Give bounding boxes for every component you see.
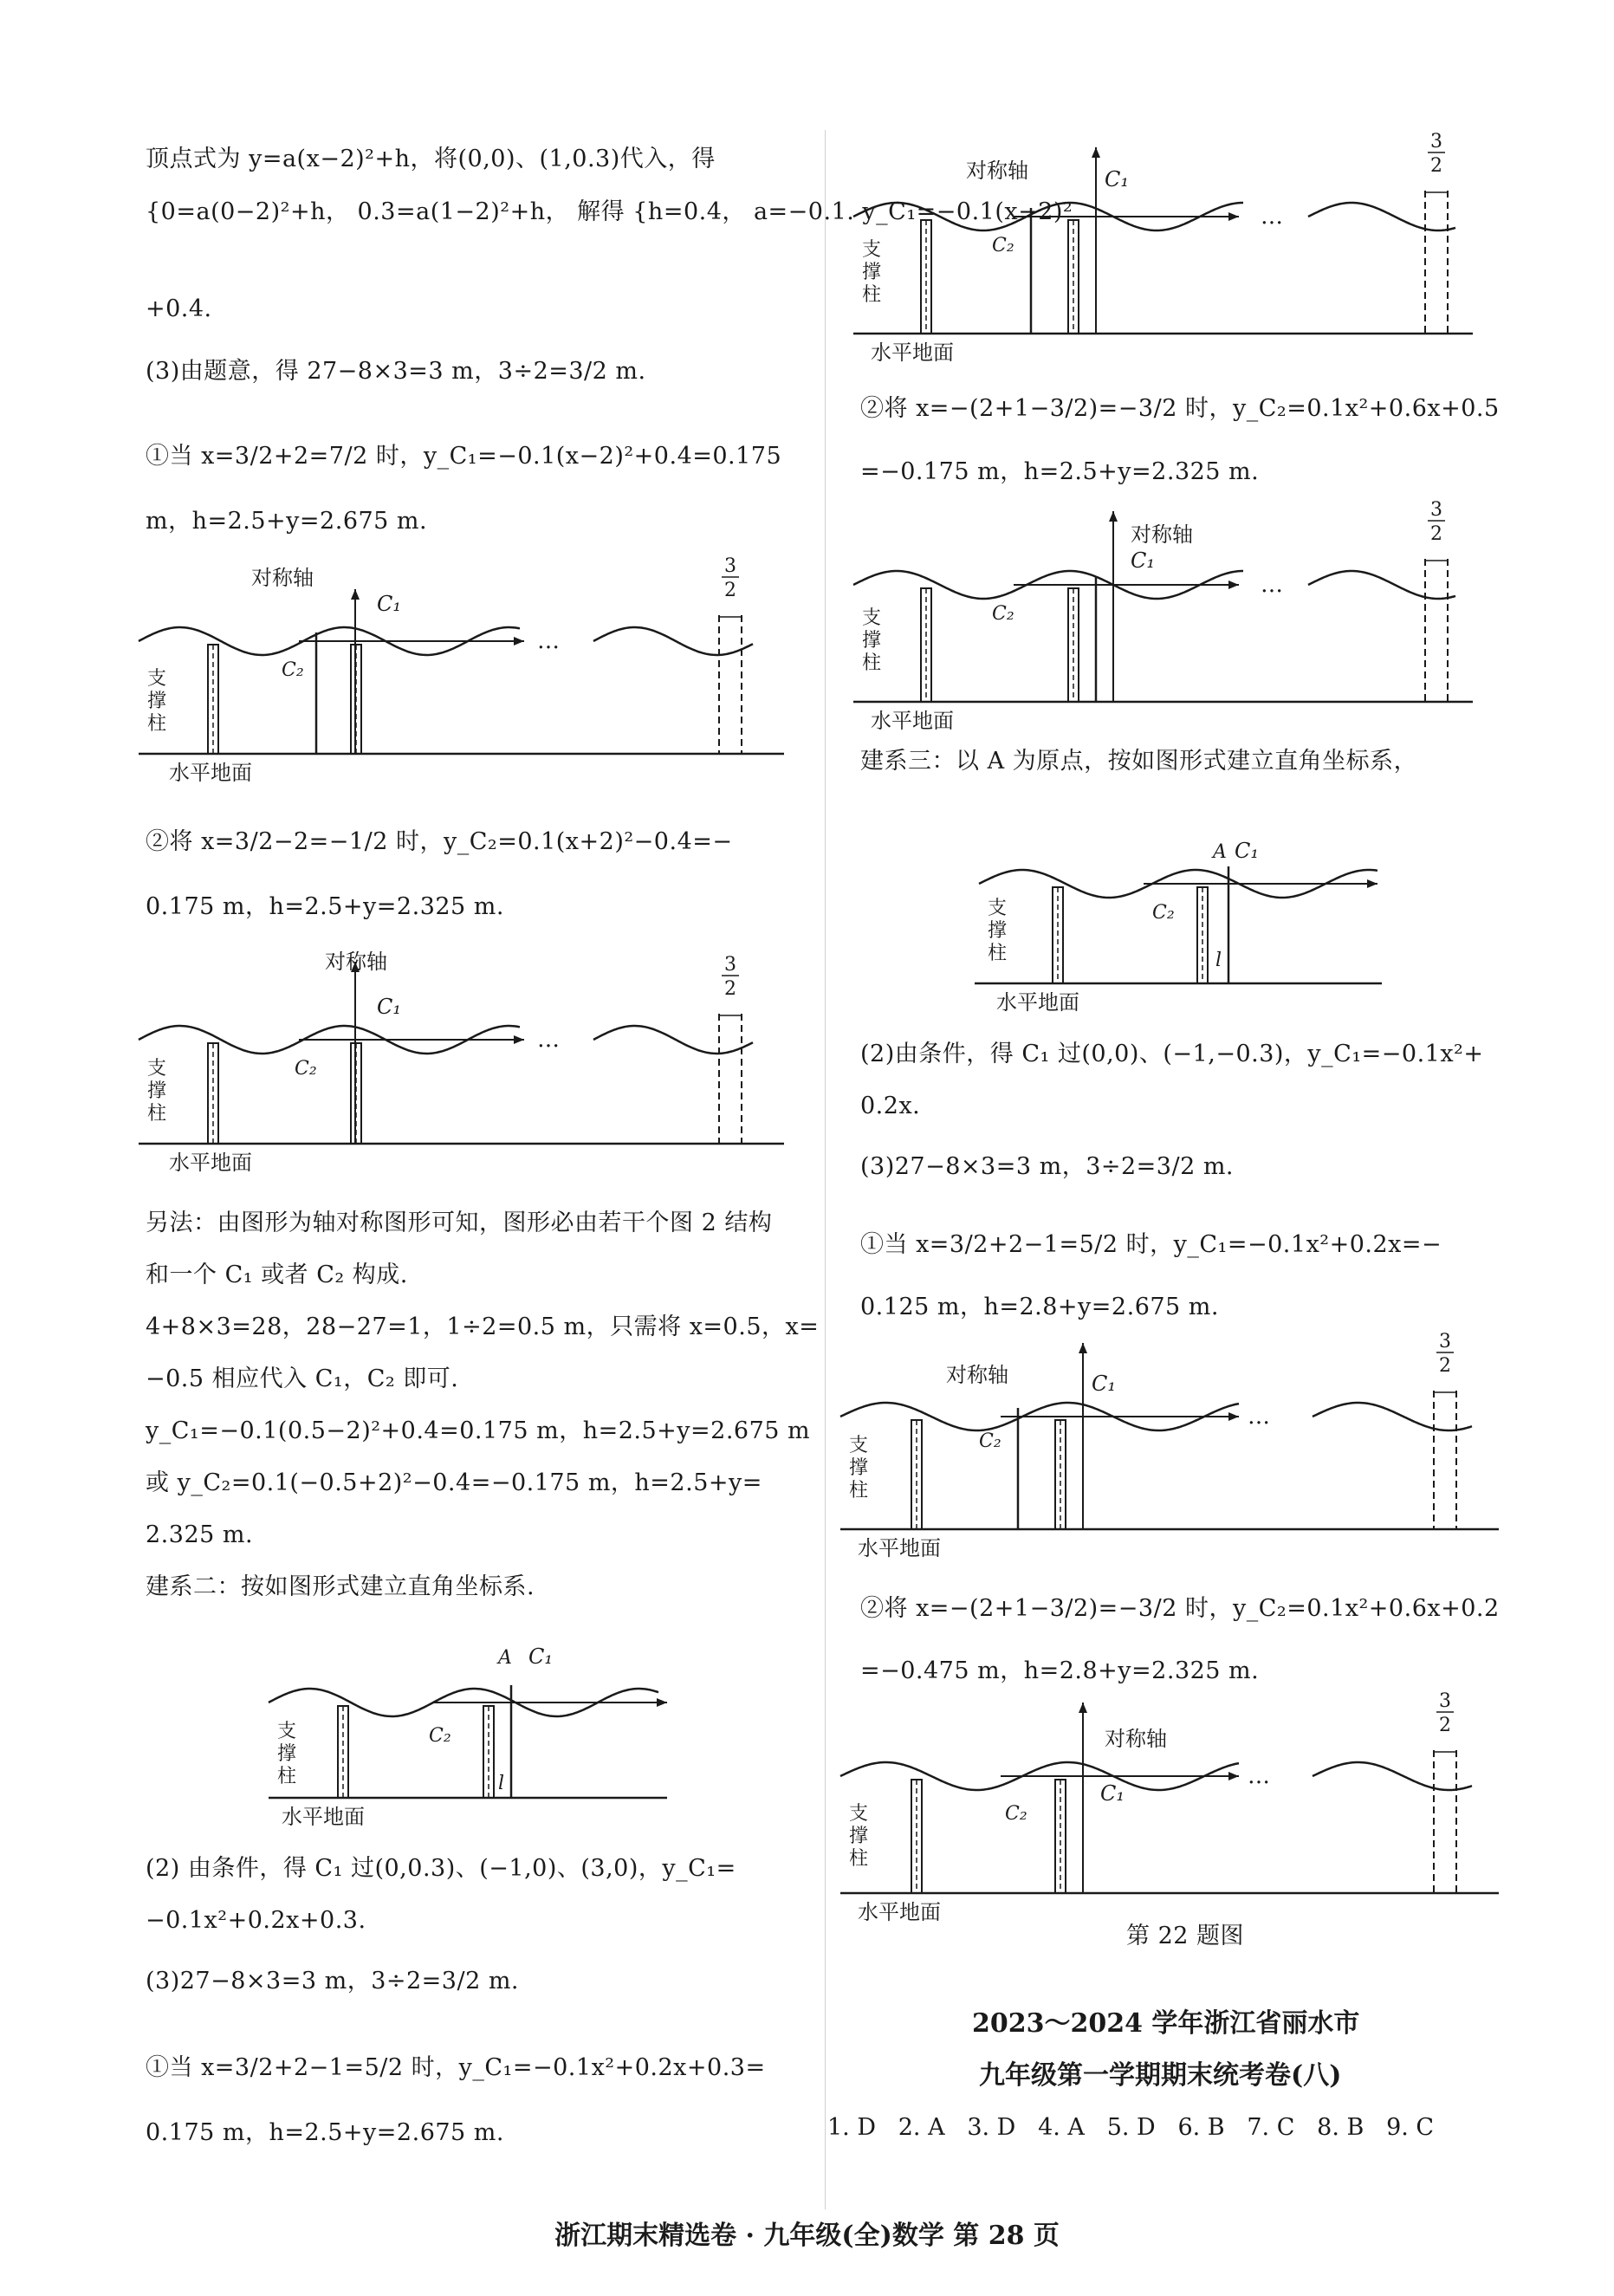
fraction-numerator: 3 (1439, 1690, 1451, 1712)
text-line: =−0.175 m，h=2.5+y=2.325 m. (860, 458, 1260, 485)
pillar-label-char: 柱 (862, 652, 882, 674)
fraction-denominator: 2 (724, 978, 736, 1000)
text-line: (2)由条件，得 C₁ 过(0,0)、(−1,−0.3)，y_C₁=−0.1x²+ (860, 1041, 1484, 1067)
text-line: ②将 x=−(2+1−3/2)=−3/2 时，y_C₂=0.1x²+0.6x+0.5 (860, 395, 1500, 422)
l-label: l (498, 1773, 505, 1794)
text-line: ①当 x=3/2+2=7/2 时，y_C₁=−0.1(x−2)²+0.4=0.175 (146, 443, 782, 470)
text-line: 2.325 m. (146, 1521, 254, 1548)
answer-item: 2. A (898, 2114, 945, 2141)
a-label: A (1213, 841, 1227, 863)
ground-label: 水平地面 (871, 341, 954, 365)
c1-label: C₁ (377, 592, 401, 616)
figure-left-2 (130, 944, 797, 1175)
ellipsis: … (1261, 204, 1283, 230)
symmetry-axis-label: 对称轴 (251, 566, 314, 590)
c1-label: C₁ (1105, 167, 1129, 191)
l-label: l (1215, 950, 1222, 971)
pillar-label-char: 支 (277, 1721, 297, 1742)
fraction-numerator: 3 (1439, 1331, 1451, 1352)
x-axis-arrow (1367, 879, 1377, 888)
y-axis-arrow (351, 589, 360, 600)
text-line: 0.175 m，h=2.5+y=2.675 m. (146, 2119, 504, 2146)
pillar-label-char: 撑 (147, 691, 167, 712)
text-line: m，h=2.5+y=2.675 m. (146, 508, 428, 535)
pillar-label-char: 撑 (849, 1457, 869, 1479)
pillar-label-char: 柱 (147, 1103, 167, 1125)
cable-wave-right (1313, 1762, 1472, 1790)
text-line: y_C₁=−0.1(0.5−2)²+0.4=0.175 m，h=2.5+y=2.675 m (146, 1417, 811, 1444)
ground-label: 水平地面 (169, 761, 252, 785)
x-axis-arrow (514, 1035, 524, 1044)
figure-right-2 (845, 498, 1486, 732)
c1-label: C₁ (1131, 548, 1155, 573)
page-footer: 浙江期末精选卷 · 九年级(全)数学 第 28 页 (554, 2221, 1060, 2251)
pillar-label-char: 柱 (988, 943, 1008, 964)
fraction-numerator: 3 (1430, 131, 1442, 152)
c1-label: C₁ (1100, 1781, 1125, 1806)
text-line: 0.175 m，h=2.5+y=2.325 m. (146, 893, 504, 920)
fraction-denominator: 2 (1430, 523, 1442, 545)
c1-label: C₁ (1235, 839, 1259, 863)
cable-wave-right (593, 1026, 753, 1054)
text-line: 顶点式为 y=a(x−2)²+h，将(0,0)、(1,0.3)代入，得 (146, 146, 716, 172)
pillar-label-char: 撑 (849, 1826, 869, 1847)
text-line: {0=a(0−2)²+h， 0.3=a(1−2)²+h， 解得 {h=0.4， a=−0.1. y_C₁=−0.1(x−2)² (146, 198, 1073, 225)
answer-item: 6. B (1177, 2114, 1225, 2141)
text-line: =−0.475 m，h=2.8+y=2.325 m. (860, 1657, 1260, 1684)
text-line: −0.1x²+0.2x+0.3. (146, 1907, 366, 1934)
x-axis-arrow (1228, 1772, 1239, 1780)
pillar-label-char: 支 (849, 1435, 869, 1456)
text-line: 另法：由图形为轴对称图形可知，图形必由若干个图 2 结构 (146, 1210, 773, 1236)
c2-label: C₂ (979, 1430, 1001, 1452)
answer-item: 9. C (1386, 2114, 1435, 2141)
pillar-label-char: 柱 (277, 1766, 297, 1787)
cable-wave-right (1308, 571, 1455, 599)
ground-label: 水平地面 (169, 1151, 252, 1175)
fraction-numerator: 3 (724, 555, 736, 577)
y-axis-arrow (1079, 1703, 1087, 1713)
c2-label: C₂ (295, 1058, 317, 1080)
c2-label: C₂ (992, 235, 1014, 256)
symmetry-axis-label: 对称轴 (1131, 522, 1193, 547)
pillar-label-char: 撑 (988, 920, 1008, 942)
figure-left-3 (260, 1625, 676, 1832)
y-axis-arrow (1092, 147, 1100, 158)
fraction-denominator: 2 (1439, 1715, 1451, 1736)
ground-label: 水平地面 (996, 990, 1079, 1015)
ellipsis: … (537, 628, 560, 654)
text-line: −0.5 相应代入 C₁，C₂ 即可. (146, 1365, 459, 1392)
c2-label: C₂ (282, 659, 304, 681)
fraction-numerator: 3 (1430, 499, 1442, 521)
pillar-label-char: 撑 (147, 1080, 167, 1102)
a-label: A (498, 1647, 512, 1669)
text-line: 建系二：按如图形式建立直角坐标系. (146, 1573, 535, 1600)
exam-title-line2: 九年级第一学期期末统考卷(八) (979, 2060, 1342, 2091)
ellipsis: … (1248, 1763, 1270, 1789)
fraction-denominator: 2 (1430, 155, 1442, 177)
text-line: (3)27−8×3=3 m，3÷2=3/2 m. (860, 1153, 1235, 1180)
c2-label: C₂ (1152, 902, 1175, 924)
text-line: ②将 x=−(2+1−3/2)=−3/2 时，y_C₂=0.1x²+0.6x+0.2 (860, 1595, 1500, 1622)
text-line: 0.2x. (860, 1093, 921, 1119)
fraction-numerator: 3 (724, 954, 736, 976)
answer-item: 7. C (1247, 2114, 1295, 2141)
pillar-label-char: 支 (988, 898, 1008, 919)
fraction-denominator: 2 (1439, 1355, 1451, 1377)
c2-label: C₂ (1005, 1803, 1027, 1825)
text-line: (3)27−8×3=3 m，3÷2=3/2 m. (146, 1968, 520, 1994)
figure-left-1 (130, 555, 797, 785)
x-axis-arrow (1228, 580, 1239, 589)
x-axis-arrow (514, 637, 524, 645)
x-axis-arrow (657, 1698, 667, 1707)
symmetry-axis-label: 对称轴 (1105, 1727, 1167, 1751)
text-line: 和一个 C₁ 或者 C₂ 构成. (146, 1262, 408, 1288)
pillar-label-char: 柱 (147, 713, 167, 735)
text-line: (3)由题意，得 27−8×3=3 m，3÷2=3/2 m. (146, 358, 646, 385)
pillar-label-char: 撑 (862, 630, 882, 652)
answer-list (827, 2114, 1434, 2141)
y-axis-arrow (1079, 1343, 1087, 1353)
c1-label: C₁ (528, 1644, 553, 1669)
figure-right-1 (845, 131, 1486, 373)
ground-label: 水平地面 (282, 1805, 365, 1829)
cable-wave-right (593, 627, 753, 655)
pillar-label-char: 柱 (849, 1480, 869, 1501)
figure-right-5 (832, 1690, 1507, 1932)
c1-label: C₁ (377, 995, 401, 1019)
answer-item: 3. D (967, 2114, 1016, 2141)
pillar-label-char: 柱 (849, 1848, 869, 1870)
answer-item: 1. D (827, 2114, 876, 2141)
pillar-label-char: 支 (862, 239, 882, 261)
column-divider (825, 130, 826, 2209)
text-line: 0.125 m，h=2.8+y=2.675 m. (860, 1294, 1219, 1320)
support-pillar (208, 1043, 218, 1144)
figure-right-3 (970, 819, 1386, 1018)
pillar-label-char: 撑 (862, 262, 882, 283)
text-line: 或 y_C₂=0.1(−0.5+2)²−0.4=−0.175 m，h=2.5+y= (146, 1469, 762, 1496)
text-line: 4+8×3=28，28−27=1，1÷2=0.5 m，只需将 x=0.5，x= (146, 1313, 820, 1340)
answer-item: 5. D (1106, 2114, 1156, 2141)
pillar-label-char: 支 (862, 607, 882, 629)
ellipsis: … (1261, 572, 1283, 598)
answer-item: 8. B (1317, 2114, 1364, 2141)
pillar-label-char: 支 (147, 668, 167, 690)
text-line: ①当 x=3/2+2−1=5/2 时，y_C₁=−0.1x²+0.2x=− (860, 1231, 1442, 1258)
pillar-label-char: 支 (147, 1058, 167, 1080)
y-axis-arrow (1109, 511, 1118, 522)
text-line: ①当 x=3/2+2−1=5/2 时，y_C₁=−0.1x²+0.2x+0.3= (146, 2054, 766, 2081)
x-axis-arrow (1228, 1412, 1239, 1421)
text-line: +0.4. (146, 295, 212, 322)
cable-wave-right (1313, 1403, 1472, 1430)
ellipsis: … (537, 1027, 560, 1053)
figure-caption: 第 22 题图 (1126, 1923, 1245, 1949)
c2-label: C₂ (992, 603, 1014, 625)
c2-label: C₂ (429, 1725, 451, 1747)
symmetry-axis-label: 对称轴 (966, 159, 1028, 183)
answer-item: 4. A (1038, 2114, 1085, 2141)
ellipsis: … (1248, 1404, 1270, 1430)
pillar-label-char: 支 (849, 1803, 869, 1825)
pillar-label-char: 柱 (862, 284, 882, 306)
c1-label: C₁ (1092, 1372, 1116, 1396)
figure-right-4 (832, 1331, 1507, 1568)
symmetry-axis-label: 对称轴 (946, 1363, 1008, 1387)
symmetry-axis-label: 对称轴 (325, 950, 387, 974)
exam-title-line1: 2023～2024 学年浙江省丽水市 (972, 2008, 1360, 2039)
fraction-denominator: 2 (724, 580, 736, 601)
ground-label: 水平地面 (858, 1900, 941, 1924)
ground-label: 水平地面 (871, 709, 954, 733)
pillar-label-char: 撑 (277, 1743, 297, 1765)
text-line: ②将 x=3/2−2=−1/2 时，y_C₂=0.1(x+2)²−0.4=− (146, 828, 733, 855)
x-axis-arrow (1228, 212, 1239, 221)
ground-label: 水平地面 (858, 1536, 941, 1560)
cable-wave-right (1308, 203, 1455, 230)
text-line: 建系三：以 A 为原点，按如图形式建立直角坐标系， (860, 748, 1418, 775)
text-line: (2) 由条件，得 C₁ 过(0,0.3)、(−1,0)、(3,0)，y_C₁= (146, 1855, 736, 1882)
